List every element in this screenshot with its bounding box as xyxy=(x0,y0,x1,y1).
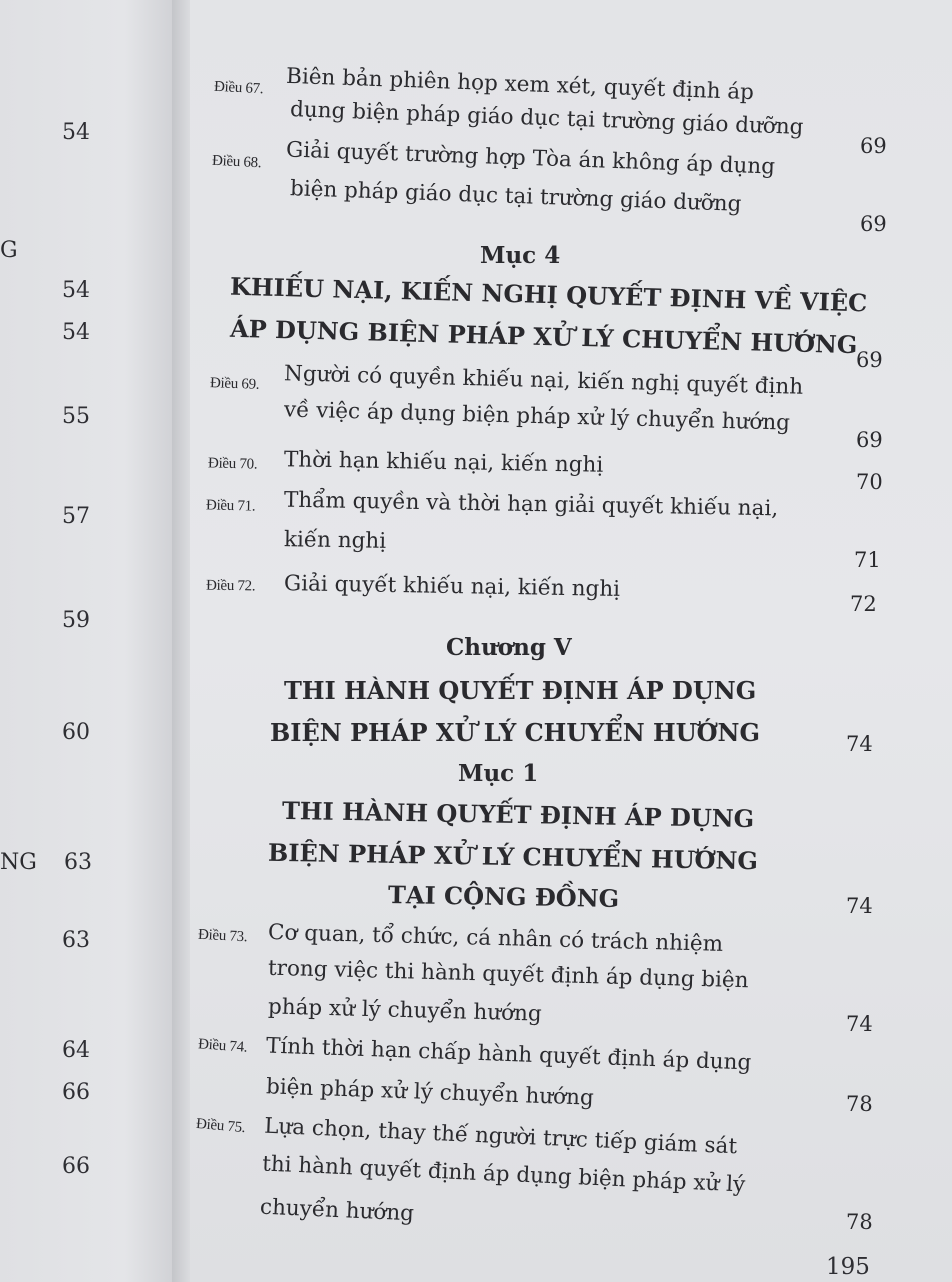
left-page-number: 59 xyxy=(62,608,90,633)
article-title-line: Biên bản phiên họp xem xét, quyết định áp xyxy=(285,63,755,106)
chapter-title-line: THI HÀNH QUYẾT ĐỊNH ÁP DỤNG xyxy=(284,676,757,705)
article-number: Điều 70. xyxy=(207,455,258,473)
chapter-label: Chương V xyxy=(446,634,572,661)
article-title-line: Thời hạn khiếu nại, kiến nghị xyxy=(283,447,604,478)
left-page-number: 54 xyxy=(62,320,90,345)
section-title-line: BIỆN PHÁP XỬ LÝ CHUYỂN HƯỚNG xyxy=(267,837,759,876)
article-number: Điều 67. xyxy=(213,78,264,98)
left-heading-fragment: NG xyxy=(0,850,37,875)
article-title-line: Giải quyết trường hợp Tòa án không áp dụng xyxy=(285,137,776,180)
chapter-title-line: BIỆN PHÁP XỬ LÝ CHUYỂN HƯỚNG xyxy=(270,718,760,747)
article-number: Điều 74. xyxy=(197,1036,248,1056)
left-page-number: 63 xyxy=(62,928,90,953)
article-title-line: dụng biện pháp giáo dục tại trường giáo dưỡng xyxy=(289,97,804,140)
article-title-line: Thẩm quyền và thời hạn giải quyết khiếu nại, xyxy=(283,487,779,522)
article-title-line: Lựa chọn, thay thế người trực tiếp giám sát xyxy=(263,1113,738,1160)
left-page-number: 55 xyxy=(62,404,90,429)
section-page: 74 xyxy=(846,894,873,918)
left-page-number: 54 xyxy=(62,278,90,303)
article-page: 74 xyxy=(846,1012,873,1036)
article-page: 72 xyxy=(850,592,877,616)
section-title-line: ÁP DỤNG BIỆN PHÁP XỬ LÝ CHUYỂN HƯỚNG xyxy=(229,313,858,360)
article-page: 69 xyxy=(860,212,887,236)
article-title-line: chuyển hướng xyxy=(259,1194,415,1227)
section-title-line: TẠI CỘNG ĐỒNG xyxy=(387,879,620,914)
article-number: Điều 71. xyxy=(205,497,256,515)
article-page: 69 xyxy=(860,134,887,158)
left-page-number: 60 xyxy=(62,720,90,745)
left-page-number: 64 xyxy=(62,1038,90,1063)
left-page-number: 54 xyxy=(62,120,90,145)
article-title-line: Tính thời hạn chấp hành quyết định áp dụng xyxy=(265,1033,752,1076)
article-number: Điều 72. xyxy=(205,577,256,595)
article-title-line: thi hành quyết định áp dụng biện pháp xử lý xyxy=(261,1151,746,1198)
left-page xyxy=(0,0,178,1282)
article-title-line: biện pháp giáo dục tại trường giáo dưỡng xyxy=(289,176,742,217)
left-heading-fragment: G xyxy=(0,238,18,263)
left-page-number: 66 xyxy=(62,1080,90,1105)
article-number: Điều 75. xyxy=(195,1115,246,1137)
section-page: 69 xyxy=(856,348,883,372)
section-label: Mục 1 xyxy=(458,760,539,787)
article-title-line: trong việc thi hành quyết định áp dụng biện xyxy=(267,955,749,994)
right-page xyxy=(190,0,952,1282)
article-title-line: biện pháp xử lý chuyển hướng xyxy=(265,1074,595,1111)
section-title-line: KHIẾU NẠI, KIẾN NGHỊ QUYẾT ĐỊNH VỀ VIỆC xyxy=(229,271,868,318)
left-page-number: 66 xyxy=(62,1154,90,1179)
left-page-number: 63 xyxy=(64,850,92,875)
article-title-line: Người có quyền khiếu nại, kiến nghị quyết định xyxy=(283,361,804,400)
section-label: Mục 4 xyxy=(480,242,561,269)
article-title-line: Cơ quan, tổ chức, cá nhân có trách nhiệm xyxy=(267,920,724,957)
article-title-line: kiến nghị xyxy=(283,527,387,554)
article-number: Điều 73. xyxy=(197,926,248,946)
article-number: Điều 69. xyxy=(209,375,260,393)
chapter-page: 74 xyxy=(846,732,873,756)
article-page: 78 xyxy=(846,1092,873,1116)
article-page: 70 xyxy=(856,470,883,494)
article-page: 69 xyxy=(856,428,883,452)
section-title-line: THI HÀNH QUYẾT ĐỊNH ÁP DỤNG xyxy=(281,795,755,834)
article-page: 78 xyxy=(846,1210,873,1234)
left-page-number: 57 xyxy=(62,504,90,529)
page-number: 195 xyxy=(826,1254,870,1280)
article-title-line: pháp xử lý chuyển hướng xyxy=(267,994,543,1027)
article-title-line: về việc áp dụng biện pháp xử lý chuyển hướng xyxy=(283,397,791,436)
article-page: 71 xyxy=(854,548,881,572)
article-title-line: Giải quyết khiếu nại, kiến nghị xyxy=(283,571,621,602)
article-number: Điều 68. xyxy=(211,152,262,172)
